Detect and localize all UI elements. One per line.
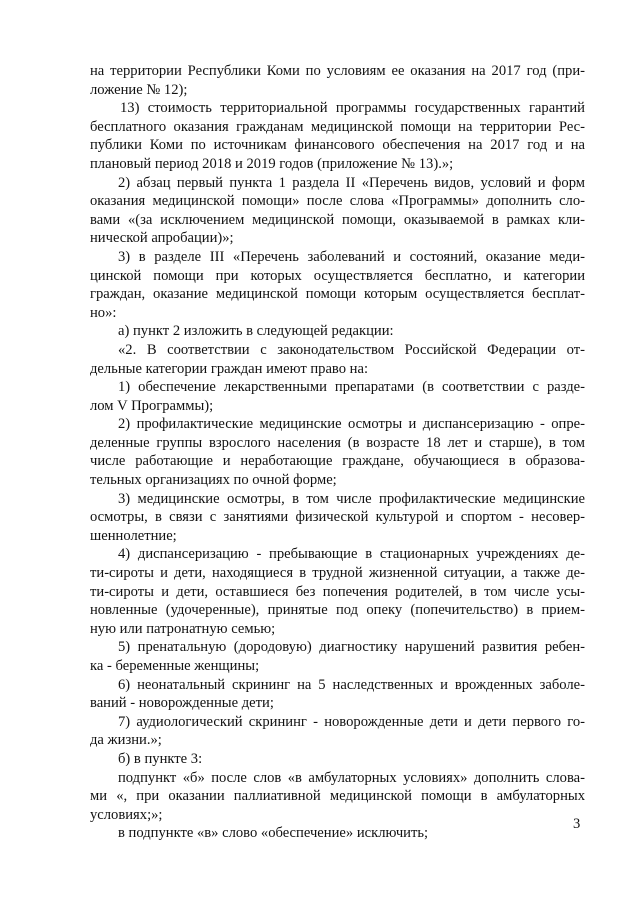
paragraph-list-3: [90, 490, 585, 546]
text-line: ложение № 12);: [90, 81, 188, 98]
text-line: оказания медицинской помощи» после слова «Программы» дополнить сло-: [90, 193, 585, 210]
paragraph-item-3: [90, 248, 585, 322]
text-line: вами «(за исключением медицинской помощи, оказываемой в рамках кли-: [90, 211, 585, 228]
text-line: 13) стоимость территориальной программы государственных гарантий: [120, 100, 585, 117]
text-line: а) пункт 2 изложить в следующей редакции:: [118, 323, 394, 340]
text-line: 4) диспансеризацию - пребывающие в стационарных учреждениях де-: [118, 546, 585, 563]
text-line: дельные категории граждан имеют право на:: [90, 360, 369, 377]
text-line: 3) медицинские осмотры, в том числе профилактические медицинские: [118, 490, 585, 507]
paragraph-continuation: [90, 62, 585, 99]
text-line: шеннолетние;: [90, 527, 177, 544]
paragraph-list-6: [90, 676, 585, 713]
paragraph-list-5: [90, 638, 585, 675]
text-line: ти-сироты и дети, оставшиеся без попечения родителей, в том числе усы-: [90, 583, 585, 600]
text-line: но»:: [90, 304, 117, 321]
text-line: ти-сироты и дети, находящиеся в трудной жизненной ситуации, а также де-: [90, 565, 585, 582]
text-line: подпункт «б» после слов «в амбулаторных условиях» дополнить слова-: [118, 769, 585, 786]
text-line: 6) неонатальный скрининг на 5 наследственных и врожденных заболе-: [118, 676, 585, 693]
text-line: 3) в разделе III «Перечень заболеваний и состояний, оказание меди-: [118, 248, 585, 265]
text-line: ка - беременные женщины;: [90, 658, 260, 674]
paragraph-subitem-a: [90, 322, 585, 341]
text-line: новленные (удочеренные), принятые под опеку (попечительство) в прием-: [90, 602, 585, 619]
text-line: «2. В соответствии с законодательством Российской Федерации от-: [118, 341, 585, 358]
text-line: 5) пренатальную (дородовую) диагностику нарушений развития ребен-: [118, 639, 585, 656]
text-line: лом V Программы);: [90, 397, 214, 414]
text-line: деленные группы взрослого населения (в возрасте 18 лет и старше), в том: [90, 434, 585, 451]
text-line: бесплатного оказания гражданам медицинской помощи на территории Рес-: [90, 118, 585, 135]
paragraph-item-13: [90, 99, 585, 173]
paragraph-subitem-v-text: [90, 824, 585, 843]
text-line: нической апробации)»;: [90, 230, 234, 247]
text-line: осмотры, в связи с занятиями физической культурой и спортом - несовер-: [90, 509, 585, 526]
text-line: б) в пункте 3:: [118, 750, 203, 767]
text-line: цинской помощи при которых осуществляется бесплатно, и категории: [90, 267, 585, 284]
text-line: в подпункте «в» слово «обеспечение» исключить;: [118, 825, 429, 842]
paragraph-item-2: [90, 174, 585, 248]
text-line: плановый период 2018 и 2019 годов (приложение № 13).»;: [90, 155, 454, 172]
text-line: ми «, при оказании паллиативной медицинской помощи в амбулаторных: [90, 788, 585, 805]
text-line: 2) профилактические медицинские осмотры и диспансеризацию - опре-: [118, 416, 585, 433]
paragraph-list-4: [90, 545, 585, 638]
text-line: 7) аудиологический скрининг - новорожденные дети и дети первого го-: [118, 713, 585, 730]
text-line: на территории Республики Коми по условиям ее оказания на 2017 год (при-: [90, 63, 585, 79]
text-line: 1) обеспечение лекарственными препаратами (в соответствии с разде-: [118, 379, 585, 396]
paragraph-subitem-b-text: [90, 769, 585, 825]
text-line: условиях;»;: [90, 806, 163, 823]
page-number: 3: [573, 816, 581, 832]
text-line: числе работающие и неработающие граждане, обучающиеся в образова-: [90, 453, 585, 470]
paragraph-list-7: [90, 713, 585, 750]
text-line: 2) абзац первый пункта 1 раздела II «Перечень видов, условий и форм: [118, 174, 585, 191]
document-body: [90, 62, 585, 843]
text-line: да жизни.»;: [90, 732, 162, 749]
paragraph-subitem-b: [90, 750, 585, 769]
paragraph-quote-start: [90, 341, 585, 378]
paragraph-list-1: [90, 378, 585, 415]
text-line: ваний - новорожденные дети;: [90, 695, 274, 712]
text-line: ную или патронатную семью;: [90, 620, 276, 637]
paragraph-list-2: [90, 415, 585, 489]
text-line: тельных организациях по очной форме;: [90, 472, 337, 489]
text-line: публики Коми по источникам финансового обеспечения на 2017 год и на: [90, 137, 585, 154]
text-line: граждан, оказание медицинской помощи которым осуществляется бесплат-: [90, 286, 585, 303]
